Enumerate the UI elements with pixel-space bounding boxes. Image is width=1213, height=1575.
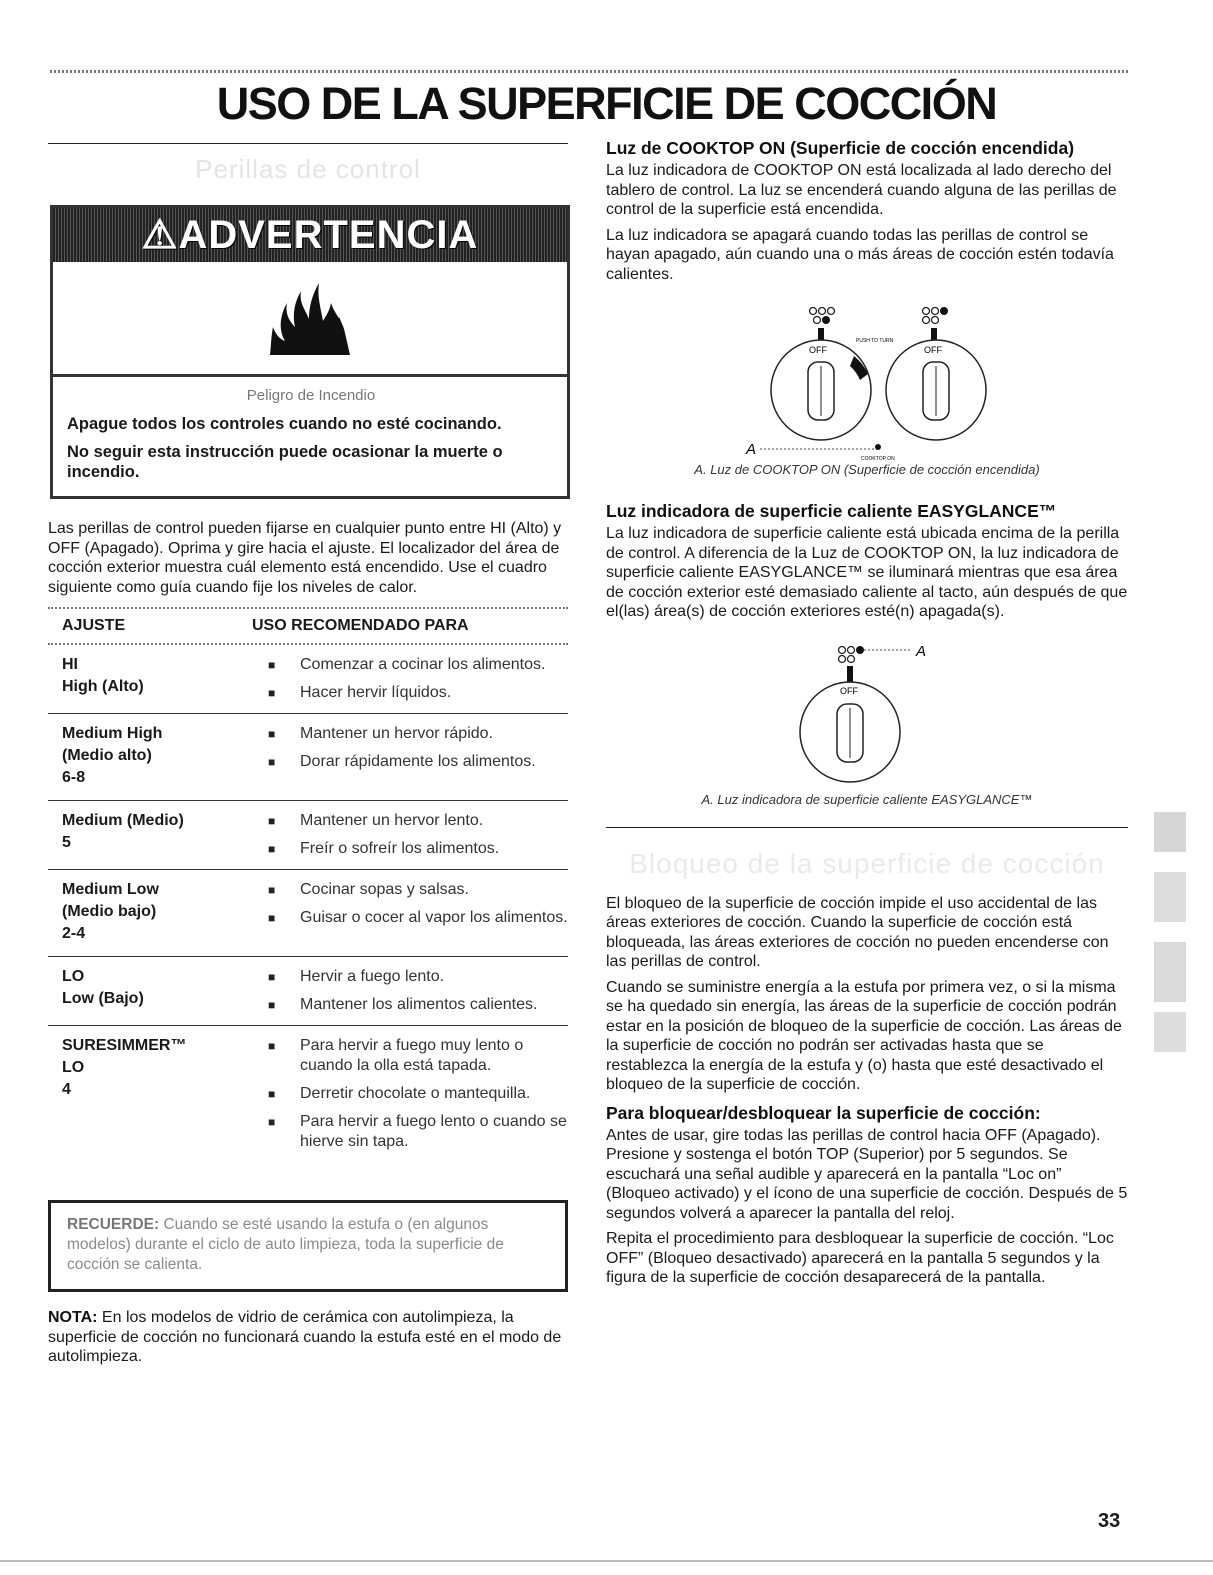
setting-cell (62, 1036, 280, 1152)
warning-body (53, 377, 567, 496)
warning-header-text: ADVERTENCIA (178, 212, 479, 257)
warning-instruction: Apague todos los controles cuando no esté cocinando. (67, 415, 502, 433)
setting-label: HI (62, 656, 78, 673)
use-item: ■ Hacer hervir líquidos. (280, 683, 568, 703)
warning-triangle-icon: ⚠ (141, 213, 179, 257)
warning-box (50, 205, 570, 499)
use-item: ■ Mantener un hervor rápido. (280, 724, 568, 744)
use-item: ■ Dorar rápidamente los alimentos. (280, 752, 568, 772)
right-column (606, 138, 1128, 1288)
setting-label: (Medio bajo) (62, 903, 157, 920)
lock-paragraph-1: El bloqueo de la superficie de cocción impide el uso accidental de las áreas exteriores de cocción. Cuando la superficie de cocción está bloqueada, las áreas exteriores de cocción no pueden encenderse con las perillas de control. (606, 894, 1109, 970)
lock-paragraph-4: Repita el procedimiento para desbloquear la superficie de cocción. “Loc OFF” (Bloqueo desactivado) aparecerá en la pantalla 5 segundos y la figura de la superficie de cocción desaparecerá de la pantalla. (606, 1230, 1114, 1286)
push-to-turn-label: PUSH TO TURN (856, 338, 894, 344)
recuerde-box (48, 1200, 568, 1292)
lock-section-subhead: Bloqueo de la superficie de cocción (629, 847, 1105, 879)
callout-a-label: A (746, 441, 757, 458)
bottom-rule (0, 1560, 1213, 1562)
setting-label: Medium (Medio) (62, 812, 184, 829)
nota-label: NOTA: (48, 1309, 98, 1326)
callout-a-label-2: A (916, 642, 927, 660)
table-row (48, 645, 568, 714)
setting-label: SURESIMMER™ (62, 1037, 187, 1054)
use-item: ■ Freír o sofreír los alimentos. (280, 839, 568, 859)
use-item: ■ Para hervir a fuego lento o cuando se hierve sin tapa. (280, 1112, 568, 1152)
fire-icon (265, 273, 355, 363)
setting-label: 2-4 (62, 925, 86, 942)
intro-paragraph: Las perillas de control pueden fijarse en cualquier punto entre HI (Alto) y OFF (Apagado). Oprima y gire hacia el ajuste. El localizador del área de cocción exterior muestra cuál elemento está encendido. Use el cuadro siguiente como guía cuando fije los niveles de calor. (48, 520, 562, 596)
lock-paragraph-3: Antes de usar, gire todas las perillas de control hacia OFF (Apagado). Presione y sostenga el botón TOP (Superior) por 5 segundos. Se escuchará una señal audible y aparecerá en la pantalla “Loc on” (Bloqueo activado) y el ícono de una superficie de cocción. Después de 5 segundos volverá a aparecer la pantalla del reloj. (606, 1126, 1128, 1222)
col-header-use: USO RECOMENDADO PARA (252, 617, 469, 634)
page-number: 33 (1098, 1510, 1121, 1532)
section-subhead: Perillas de control (195, 154, 421, 184)
setting-label: High (Alto) (62, 678, 144, 695)
use-item: ■ Hervir a fuego lento. (280, 967, 568, 987)
table-row (48, 870, 568, 957)
use-item: ■ Para hervir a fuego muy lento o cuando la olla está tapada. (280, 1036, 568, 1076)
knob-off-label: OFF (840, 685, 858, 696)
setting-label: (Medio alto) (62, 747, 152, 764)
use-item: ■ Mantener un hervor lento. (280, 811, 568, 831)
two-knobs-diagram (606, 284, 1128, 462)
easyglance-figure (606, 622, 1128, 792)
cooktop-on-paragraph-2: La luz indicadora se apagará cuando todas las perillas de control se hayan apagado, aún cuando una o más áreas de cocción estén todavía calientes. (606, 226, 1114, 283)
use-list (280, 724, 568, 790)
top-dotted-rule (50, 70, 1130, 73)
col-header-setting: AJUSTE (62, 617, 126, 634)
use-list (280, 880, 568, 946)
setting-label: LO (62, 1059, 85, 1076)
edge-tab-marks (1150, 812, 1192, 1062)
use-item: ■ Comenzar a cocinar los alimentos. (280, 655, 568, 675)
hazard-title: Peligro de Incendio (246, 387, 376, 404)
setting-label: Low (Bajo) (62, 990, 144, 1007)
fire-hazard-pictogram (53, 262, 567, 377)
figure-1-caption: A. Luz de COOKTOP ON (Superficie de cocción encendida) (694, 462, 1040, 477)
use-item: ■ Guisar o cocer al vapor los alimentos. (280, 908, 568, 928)
use-list (280, 811, 568, 859)
setting-label: 4 (62, 1081, 71, 1098)
warning-consequence: No seguir esta instrucción puede ocasionar la muerte o incendio. (67, 443, 503, 481)
nota-paragraph (48, 1308, 568, 1367)
use-list (280, 1036, 568, 1152)
table-row (48, 714, 568, 801)
section-rule (48, 143, 568, 144)
settings-table-body (48, 645, 568, 1162)
recuerde-label: RECUERDE: (67, 1216, 160, 1233)
lock-unlock-heading: Para bloquear/desbloquear la superficie de cocción: (606, 1102, 1041, 1123)
nota-text: En los modelos de vidrio de cerámica con autolimpieza, la superficie de cocción no funcionará cuando la estufa esté en el modo de autolimpieza. (48, 1309, 562, 1365)
setting-label: Medium High (62, 725, 163, 742)
section-rule-2 (606, 827, 1128, 828)
table-row (48, 1026, 568, 1162)
setting-cell (62, 880, 280, 946)
recuerde-text: Cuando se esté usando la estufa o (en algunos modelos) durante el ciclo de auto limpieza, toda la superficie de cocción se calienta. (67, 1216, 504, 1273)
figure-2-caption: A. Luz indicadora de superficie caliente EASYGLANCE™ (701, 791, 1033, 807)
lock-paragraph-2: Cuando se suministre energía a la estufa por primera vez, o si la misma se ha quedado sin energía, las áreas de la superficie de cocción podrán estar en la posición de bloqueo de la superficie de cocción. Las áreas de la superficie de cocción no podrán ser activadas hasta que se restablezca la energía de la estufa y (o) hasta que esté desactivado el bloqueo de la superficie de cocción. (606, 978, 1122, 1093)
cooktop-on-figure (606, 284, 1128, 462)
easyglance-heading: Luz indicadora de superficie caliente EASYGLANCE™ (606, 501, 1057, 521)
setting-cell (62, 655, 280, 703)
use-item: ■ Cocinar sopas y salsas. (280, 880, 568, 900)
single-knob-diagram (606, 622, 1128, 792)
page-title: USO DE LA SUPERFICIE DE COCCIÓN (216, 78, 997, 129)
cooktop-on-heading: Luz de COOKTOP ON (Superficie de cocción encendida) (606, 138, 1075, 158)
setting-label: LO (62, 968, 85, 985)
setting-label: 6-8 (62, 769, 86, 786)
settings-table-header (48, 607, 568, 645)
setting-label: Medium Low (62, 881, 159, 898)
setting-cell (62, 724, 280, 790)
easyglance-paragraph: La luz indicadora de superficie caliente está ubicada encima de la perilla de control. A diferencia de la Luz de COOKTOP ON, la luz indicadora de superficie caliente EASYGLANCE™ se iluminará mientras que esa área de cocción exterior esté demasiado caliente al tacto, aún después de que el(las) área(s) de cocción exteriores esté(n) apagada(s). (606, 525, 1128, 620)
table-row (48, 801, 568, 870)
use-list (280, 655, 568, 703)
table-row (48, 957, 568, 1026)
use-item: ■ Derretir chocolate o mantequilla. (280, 1084, 568, 1104)
setting-cell (62, 811, 280, 859)
cooktop-on-light-label: COOKTOP ON (861, 456, 895, 462)
use-item: ■ Mantener los alimentos calientes. (280, 995, 568, 1015)
left-column (48, 143, 568, 1367)
setting-label: 5 (62, 834, 71, 851)
setting-cell (62, 967, 280, 1015)
use-list (280, 967, 568, 1015)
warning-header (53, 208, 567, 262)
knob-off-label-right: OFF (924, 345, 942, 355)
cooktop-on-paragraph-1: La luz indicadora de COOKTOP ON está localizada al lado derecho del tablero de control. La luz se encenderá cuando alguna de las perillas de control de la superficie está encendida. (606, 162, 1117, 218)
knob-off-label-left: OFF (809, 345, 827, 355)
